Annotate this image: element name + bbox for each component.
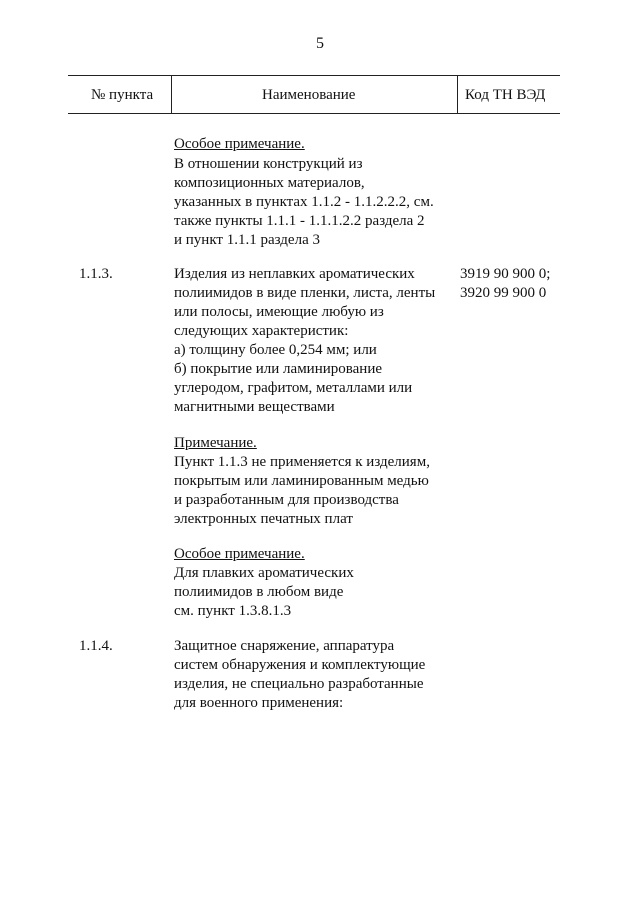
text-line: следующих характеристик: bbox=[174, 323, 349, 339]
special-note-heading: Особое примечание. bbox=[174, 546, 305, 562]
text-line: или полосы, имеющие любую из bbox=[174, 304, 384, 320]
note-heading: Особое примечание. bbox=[174, 136, 305, 152]
item-number: 1.1.4. bbox=[79, 638, 113, 654]
text-line: полиимидов в виде пленки, листа, ленты bbox=[174, 285, 436, 301]
note-heading: Примечание. bbox=[174, 435, 257, 451]
text-line: Пункт 1.1.3 не применяется к изделиям, bbox=[174, 454, 430, 470]
text-line: покрытым или ламинированным медью bbox=[174, 473, 429, 489]
text-line: Изделия из неплавких ароматических bbox=[174, 266, 415, 282]
header-top-rule bbox=[68, 75, 560, 76]
header-bottom-rule bbox=[68, 113, 560, 114]
text-line: В отношении конструкций из bbox=[174, 156, 363, 172]
text-line: б) покрытие или ламинирование bbox=[174, 361, 383, 377]
text-line: также пункты 1.1.1 - 1.1.1.2.2 раздела 2 bbox=[174, 213, 425, 229]
text-line: Защитное снаряжение, аппаратура bbox=[174, 638, 395, 654]
text-line: а) толщину более 0,254 мм; или bbox=[174, 342, 377, 358]
text-line: полиимидов в любом виде bbox=[174, 584, 344, 600]
header-divider bbox=[457, 75, 458, 113]
tn-ved-code: 3920 99 900 0 bbox=[460, 285, 547, 301]
text-line: Для плавких ароматических bbox=[174, 565, 354, 581]
text-line: композиционных материалов, bbox=[174, 175, 365, 191]
text-line: и разработанным для производства bbox=[174, 492, 399, 508]
text-line: указанных в пунктах 1.1.2 - 1.1.2.2.2, см. bbox=[174, 194, 434, 210]
text-line: и пункт 1.1.1 раздела 3 bbox=[174, 232, 320, 248]
text-line: электронных печатных плат bbox=[174, 511, 353, 527]
header-divider bbox=[171, 75, 172, 113]
text-line: магнитными веществами bbox=[174, 399, 335, 415]
header-col-number: № пункта bbox=[91, 87, 154, 103]
text-line: углеродом, графитом, металлами или bbox=[174, 380, 413, 396]
header-col-name: Наименование bbox=[262, 87, 356, 103]
header-col-code: Код ТН ВЭД bbox=[465, 87, 546, 103]
text-line: систем обнаружения и комплектующие bbox=[174, 657, 426, 673]
text-line: изделия, не специально разработанные bbox=[174, 676, 424, 692]
item-number: 1.1.3. bbox=[79, 266, 113, 282]
page-number: 5 bbox=[316, 35, 324, 52]
tn-ved-code: 3919 90 900 0; bbox=[460, 266, 551, 282]
text-line: см. пункт 1.3.8.1.3 bbox=[174, 603, 292, 619]
text-line: для военного применения: bbox=[174, 695, 344, 711]
